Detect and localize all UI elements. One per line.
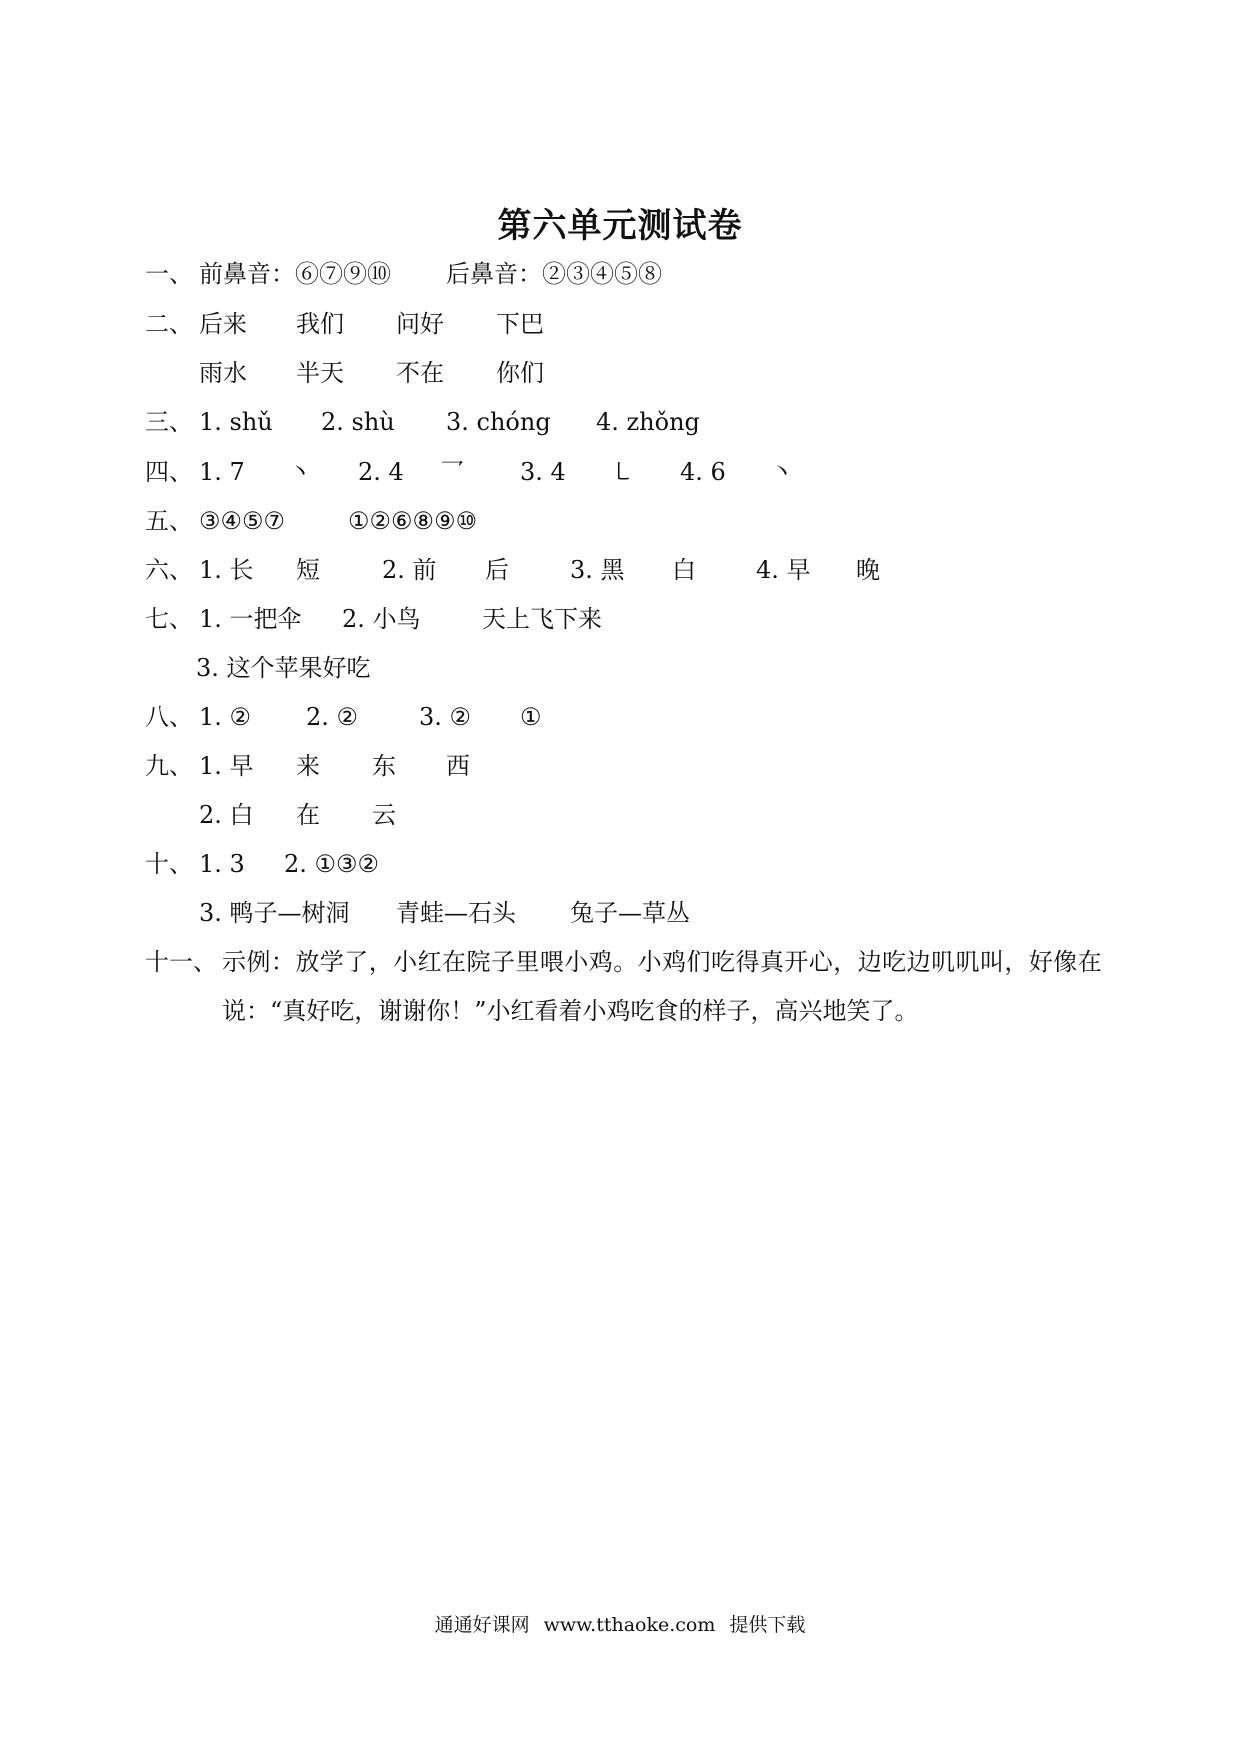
choice-answer: ① bbox=[520, 703, 542, 731]
section-6-label: 六、 bbox=[145, 556, 193, 584]
character-answer: 1. 早 bbox=[199, 752, 254, 780]
section-5-label: 五、 bbox=[145, 507, 193, 535]
matching-answer: 兔子—草丛 bbox=[570, 899, 690, 927]
stroke-count: 3. 4 bbox=[520, 458, 566, 486]
antonym: 白 bbox=[672, 556, 696, 584]
stroke-count: 1. 7 bbox=[199, 458, 245, 486]
pinyin-answer: 4. zhǒng bbox=[596, 408, 700, 436]
footer-site-name: 通通好课网 bbox=[434, 1614, 530, 1636]
stroke-glyph: 丶 bbox=[770, 458, 794, 486]
phrase: 3. 这个苹果好吃 bbox=[196, 654, 371, 682]
antonym: 3. 黑 bbox=[570, 556, 625, 584]
footer-url: www.tthaoke.com bbox=[543, 1614, 716, 1636]
back-nasal-answer: 后鼻音：②③④⑤⑧ bbox=[446, 260, 662, 288]
choice-answer: 3. ② bbox=[419, 703, 472, 731]
section-10-label: 十、 bbox=[145, 850, 193, 878]
phrase: 1. 一把伞 bbox=[199, 605, 302, 633]
stroke-glyph: 丶 bbox=[288, 458, 312, 486]
phrase: 天上飞下来 bbox=[482, 605, 602, 633]
pinyin-answer: 1. shǔ bbox=[199, 408, 273, 436]
word: 不在 bbox=[396, 359, 444, 387]
stroke-count: 2. 4 bbox=[358, 458, 404, 486]
word: 我们 bbox=[296, 310, 344, 338]
word: 下巴 bbox=[496, 310, 544, 338]
antonym: 后 bbox=[485, 556, 509, 584]
pinyin-answer: 3. chóng bbox=[446, 408, 551, 436]
sample-writing-line-2: 说：“真好吃，谢谢你！”小红看着小鸡吃食的样子，高兴地笑了。 bbox=[222, 997, 919, 1025]
sample-writing-line-1: 示例：放学了，小红在院子里喂小鸡。小鸡们吃得真开心，边吃边叽叽叫，好像在 bbox=[222, 948, 1103, 976]
page-footer bbox=[0, 1610, 1240, 1637]
reading-answer: 1. 3 bbox=[199, 850, 245, 878]
antonym: 1. 长 bbox=[199, 556, 254, 584]
character-answer: 东 bbox=[372, 752, 396, 780]
answer-group-1: ③④⑤⑦ bbox=[199, 507, 286, 535]
matching-answer: 3. 鸭子—树洞 bbox=[199, 899, 350, 927]
character-answer: 来 bbox=[296, 752, 320, 780]
character-answer: 在 bbox=[296, 801, 320, 829]
choice-answer: 2. ② bbox=[306, 703, 359, 731]
character-answer: 2. 白 bbox=[199, 801, 254, 829]
stroke-count: 4. 6 bbox=[680, 458, 726, 486]
antonym: 晚 bbox=[856, 556, 880, 584]
footer-tail: 提供下载 bbox=[729, 1614, 806, 1636]
pinyin-answer: 2. shù bbox=[321, 408, 395, 436]
stroke-glyph: 乛 bbox=[440, 458, 464, 486]
character-answer: 云 bbox=[372, 801, 396, 829]
antonym: 4. 早 bbox=[756, 556, 811, 584]
antonym: 2. 前 bbox=[382, 556, 437, 584]
section-9-label: 九、 bbox=[145, 752, 193, 780]
word: 雨水 bbox=[199, 359, 247, 387]
section-11-label: 十一、 bbox=[145, 948, 217, 976]
front-nasal-answer: 前鼻音：⑥⑦⑨⑩ bbox=[199, 260, 391, 288]
answer-group-2: ①②⑥⑧⑨⑩ bbox=[348, 507, 478, 535]
character-answer: 西 bbox=[446, 752, 470, 780]
word: 问好 bbox=[396, 310, 444, 338]
phrase: 2. 小鸟 bbox=[342, 605, 421, 633]
section-4-label: 四、 bbox=[145, 458, 193, 486]
section-3-label: 三、 bbox=[145, 408, 193, 436]
word: 半天 bbox=[296, 359, 344, 387]
word: 你们 bbox=[496, 359, 544, 387]
antonym: 短 bbox=[296, 556, 320, 584]
page-title: 第六单元测试卷 bbox=[497, 206, 743, 246]
choice-answer: 1. ② bbox=[199, 703, 252, 731]
section-2-label: 二、 bbox=[145, 310, 193, 338]
matching-answer: 青蛙—石头 bbox=[396, 899, 516, 927]
stroke-glyph: ㇄ bbox=[610, 458, 634, 486]
section-8-label: 八、 bbox=[145, 703, 193, 731]
reading-answer: 2. ①③② bbox=[284, 850, 380, 878]
word: 后来 bbox=[199, 310, 247, 338]
section-7-label: 七、 bbox=[145, 605, 193, 633]
section-1-label: 一、 bbox=[145, 260, 193, 288]
